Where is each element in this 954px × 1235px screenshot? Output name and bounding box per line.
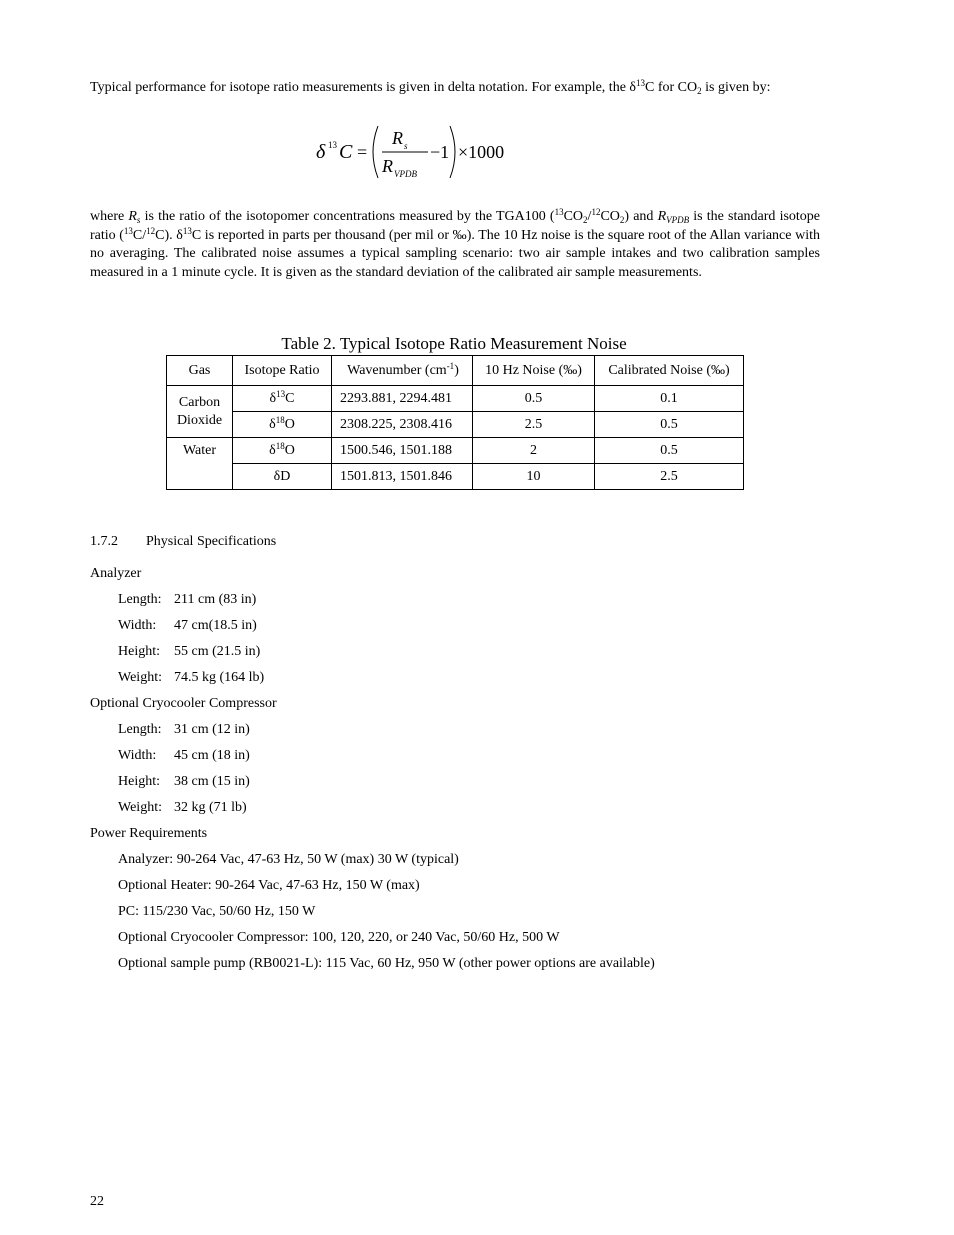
header-wavenumber <box>332 356 473 386</box>
spec-value: 74.5 kg (164 lb) <box>174 670 265 685</box>
spec-label: Weight: <box>118 800 162 815</box>
superscript: -1 <box>446 360 455 371</box>
spec-label: Weight: <box>118 670 162 685</box>
list-item <box>90 617 820 643</box>
isotope-cell <box>233 464 332 490</box>
wavenumber-cell: 2293.881, 2294.481 <box>332 386 473 412</box>
where-text: CO <box>600 209 620 224</box>
superscript: 12 <box>146 225 156 236</box>
spec-label: Length: <box>118 722 162 737</box>
hz-noise-cell: 0.5 <box>473 386 595 412</box>
section-number: 1.7.2 <box>90 534 118 549</box>
header-gas: Gas <box>167 356 233 386</box>
list-item: Analyzer: 90-264 Vac, 47-63 Hz, 50 W (max) 30 W (typical) <box>118 852 459 867</box>
spec-label: Height: <box>118 644 160 659</box>
cryo-heading: Optional Cryocooler Compressor <box>90 696 277 711</box>
wavenumber-cell: 1501.813, 1501.846 <box>332 464 473 490</box>
header-isotope: Isotope Ratio <box>233 356 332 386</box>
spec-label: Height: <box>118 774 160 789</box>
list-item: Optional Heater: 90-264 Vac, 47-63 Hz, 150 W (max) <box>118 878 420 893</box>
superscript: 13 <box>276 388 286 399</box>
gas-cell <box>167 386 233 438</box>
calibrated-noise-cell: 0.1 <box>595 386 744 412</box>
formula-delta: δ <box>316 141 326 163</box>
spec-value: 31 cm (12 in) <box>174 722 250 737</box>
iso-text: δ <box>269 416 276 432</box>
var-rs: R <box>128 209 137 224</box>
formula-sup: 13 <box>328 140 337 150</box>
hz-noise-cell: 2.5 <box>473 412 595 438</box>
table-row <box>167 438 744 464</box>
table-header-row <box>167 356 744 386</box>
header-text: Wavenumber (cm <box>347 362 447 378</box>
where-text: is the ratio of the isotopomer concentrations measured by the TGA100 ( <box>140 209 555 224</box>
table-caption: Table 2. Typical Isotope Ratio Measurement Noise <box>281 334 627 353</box>
superscript: 13 <box>636 78 646 88</box>
gas-cell <box>167 438 233 490</box>
iso-text: δ <box>269 442 276 458</box>
power-heading: Power Requirements <box>90 826 208 841</box>
spec-value: 211 cm (83 in) <box>174 592 257 607</box>
list-item <box>90 643 820 669</box>
iso-text: O <box>284 416 295 432</box>
subscript: 2 <box>697 86 702 96</box>
iso-text: δD <box>273 468 291 484</box>
formula-equals: = <box>357 142 368 162</box>
where-text: where <box>90 209 129 224</box>
where-text: C). δ <box>155 227 183 243</box>
subscript: 2 <box>619 215 625 225</box>
where-text: is the standard isotope ratio ( <box>90 209 821 243</box>
gas-name: Carbon <box>178 394 221 410</box>
superscript: 18 <box>275 414 285 425</box>
header-text: ) <box>454 362 459 378</box>
calibrated-noise-cell: 0.5 <box>595 412 744 438</box>
spec-value: 32 kg (71 lb) <box>174 800 247 815</box>
iso-text: O <box>284 442 295 458</box>
intro-text: Typical performance for isotope ratio measurements is given in delta notation. For example, the δ <box>90 80 637 95</box>
where-text: CO <box>563 209 584 224</box>
hz-noise-cell: 2 <box>473 438 595 464</box>
superscript: 13 <box>554 207 564 217</box>
section-title: Physical Specifications <box>146 534 277 549</box>
noise-table <box>166 355 744 490</box>
spec-label: Width: <box>118 748 157 763</box>
spec-value: 55 cm (21.5 in) <box>174 644 261 659</box>
list-item: Optional Cryocooler Compressor: 100, 120, 220, or 240 Vac, 50/60 Hz, 500 W <box>118 930 560 945</box>
spec-value: 45 cm (18 in) <box>174 748 250 763</box>
table-row <box>167 386 744 412</box>
calibrated-noise-cell: 0.5 <box>595 438 744 464</box>
gas-name: Dioxide <box>176 412 223 428</box>
superscript: 12 <box>591 207 601 217</box>
list-item <box>90 721 820 747</box>
list-item: Optional sample pump (RB0021-L): 115 Vac, 60 Hz, 950 W (other power options are available) <box>118 956 655 971</box>
list-item <box>90 591 820 617</box>
formula-denominator-r: R <box>382 156 393 176</box>
header-10hz-noise: 10 Hz Noise (‰) <box>473 356 595 386</box>
wavenumber-cell: 2308.225, 2308.416 <box>332 412 473 438</box>
spec-value: 38 cm (15 in) <box>174 774 250 789</box>
formula-denominator-sub: VPDB <box>394 169 417 179</box>
list-item <box>90 747 820 773</box>
analyzer-heading: Analyzer <box>90 566 142 581</box>
subscript: s <box>136 215 141 225</box>
list-item <box>90 669 820 695</box>
formula-times: ×1000 <box>458 142 505 162</box>
table-row <box>167 464 744 490</box>
list-item <box>90 799 820 825</box>
section-heading <box>90 534 276 550</box>
where-paragraph <box>90 208 820 282</box>
subscript: VPDB <box>666 215 690 225</box>
wavenumber-cell: 1500.546, 1501.188 <box>332 438 473 464</box>
formula-numerator-r: R <box>392 128 403 148</box>
var-rvpdb: R <box>657 209 667 224</box>
table-row <box>167 412 744 438</box>
formula-c: C <box>339 141 353 163</box>
where-text: C/ <box>132 227 147 243</box>
spec-value: 47 cm(18.5 in) <box>174 618 257 633</box>
superscript: 18 <box>275 440 285 451</box>
intro-text: is given by: <box>701 80 771 95</box>
isotope-cell <box>233 386 332 412</box>
subscript: 2 <box>583 215 588 225</box>
formula-numerator-sub: s <box>404 141 408 151</box>
formula-left-paren <box>373 126 378 178</box>
where-text: C is reported in parts per thousand (per mil or ‰). The 10 Hz noise is the square root of the Allan variance with no averaging. The calibrated noise assumes a typical sampling scenario: two air sample intakes and two calibration samples measured in a 1 minute cycle. It is given as the standard deviation of the calibrated air sample measurements. <box>90 227 820 280</box>
calibrated-noise-cell: 2.5 <box>595 464 744 490</box>
formula-right-paren <box>450 126 455 178</box>
iso-text: δ <box>269 390 277 406</box>
where-text: ) and <box>624 209 658 224</box>
intro-text: C for CO <box>645 80 698 95</box>
intro-paragraph <box>90 79 820 98</box>
superscript: 13 <box>182 225 192 236</box>
page-number: 22 <box>90 1194 104 1209</box>
iso-text: C <box>285 390 295 406</box>
list-item <box>90 773 820 799</box>
isotope-cell <box>233 412 332 438</box>
hz-noise-cell: 10 <box>473 464 595 490</box>
delta-formula <box>316 122 616 182</box>
spec-label: Width: <box>118 618 157 633</box>
isotope-cell <box>233 438 332 464</box>
gas-name: Water <box>182 443 217 458</box>
formula-minus-one: −1 <box>430 142 450 162</box>
header-calibrated-noise: Calibrated Noise (‰) <box>595 356 744 386</box>
list-item: PC: 115/230 Vac, 50/60 Hz, 150 W <box>118 904 316 919</box>
spec-list <box>90 565 820 981</box>
where-text: / <box>587 209 592 224</box>
spec-label: Length: <box>118 592 162 607</box>
superscript: 13 <box>123 225 133 236</box>
